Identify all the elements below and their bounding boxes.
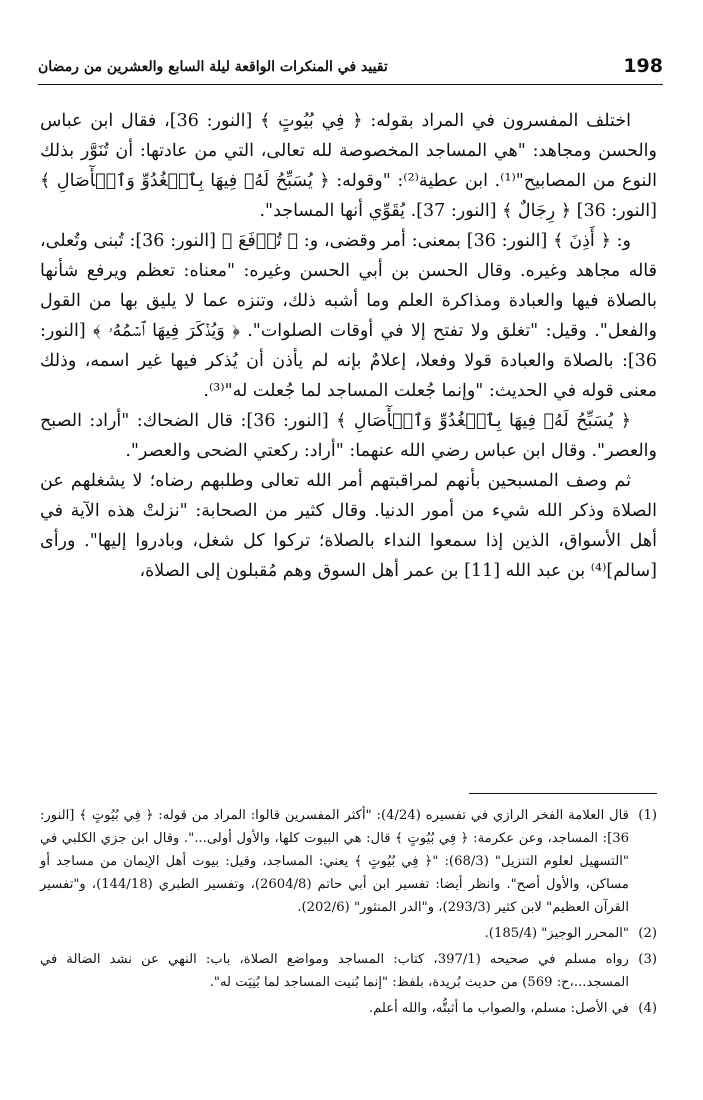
- page-number: 198: [623, 55, 663, 77]
- footnotes: [40, 804, 657, 1023]
- running-title: تقييد في المنكرات الواقعة ليلة السابع والعشرين من رمضان: [38, 59, 388, 75]
- footnote-divider: [469, 793, 657, 794]
- paragraph: ثم وصف المسبحين بأنهم لمراقبتهم أمر الله تعالى وطلبهم رضاه؛ لا يشغلهم عن الصلاة وذكر الله شيء من أمور الدنيا. وقال كثير من الصحابة: "نزلتْ هذه الآية في أهل الأسواق، الذين إذا سمعوا النداء بالصلاة؛ تركوا كل شغل، وبادروا إليها". ورأى [سالم]⁽⁴⁾ بن عبد الله [11] بن عمر أهل السوق وهم مُقبلون إلى الصلاة،: [40, 471, 657, 581]
- page-header: [38, 55, 663, 85]
- footnote-text: رواه مسلم في صحيحه (397/1، كتاب: المساجد ومواضع الصلاة، باب: النهي عن نشد الضالة في المسجد...،ح: 569) من حديث بُريدة، بلفظ: "إنما بُنيت المساجد لما بُنِيَت له".: [40, 952, 630, 990]
- footnote-number: (4): [638, 1001, 657, 1016]
- footnote-number: (3): [638, 952, 657, 967]
- header-divider: [38, 84, 663, 85]
- footnote: [40, 922, 657, 945]
- main-text: [40, 106, 657, 586]
- paragraph: اختلف المفسرون في المراد بقوله: ﴿ فِي بُيُوتٍ ﴾ [النور: 36]، فقال ابن عباس والحسن ومجاهد: "هي المساجد المخصوصة لله تعالى، التي من عادتها: أن تُنَوَّر بذلك النوع من المصابيح"⁽¹⁾. ابن عطية⁽²⁾: "وقوله: ﴿ يُسَبِّحُ لَهُۥ فِيهَا بِٱلۡغُدُوِّ وَٱلۡأٓصَالِ ﴾ [النور: 36] ﴿ رِجَالٌ ﴾ [النور: 37]. يُقَوِّي أنها المساجد".: [40, 111, 657, 221]
- footnote: [40, 997, 657, 1020]
- footnote-text: "المحرر الوجيز" (185/4).: [484, 926, 629, 941]
- footnote-text: قال العلامة الفخر الرازي في تفسيره (4/24): "أكثر المفسرين قالوا: المراد من قوله: ﴿ فِي بُيُوتٍ ﴾ [النور: 36]: المساجد، وعن عكرمة: ﴿ فِي بُيُوتٍ ﴾ قال: هي البيوت كلها، والأول أولى...". وقال ابن جزي الكلبي في "التسهيل لعلوم التنزيل" (68/3): "﴿ فِي بُيُوتٍ ﴾ يعني: المساجد، وقيل: بيوت أهل الإيمان من مساجد أو مساكن، والأول أصح". وانظر أيضا: تفسير ابن أبي حاتم (2604/8)، وتفسير الطبري (144/18)، و"تفسير القرآن العظيم" لابن كثير (293/3)، و"الدر المنثور" (202/6).: [40, 808, 629, 915]
- footnote-number: (2): [638, 926, 657, 941]
- paragraph: ﴿ يُسَبِّحُ لَهُۥ فِيهَا بِٱلۡغُدُوِّ وَٱلۡأٓصَالِ ﴾ [النور: 36]: قال الضحاك: "أراد: الصبح والعصر". وقال ابن عباس رضي الله عنهما: "أراد: ركعتي الضحى والعصر".: [40, 411, 657, 461]
- paragraph: و: ﴿ أَذِنَ ﴾ [النور: 36] بمعنى: أمر وقضى، و: ﴿ تُرۡفَعَ ﴾ [النور: 36]: تُبنى وتُعلى، قاله مجاهد وغيره. وقال الحسن بن أبي الحسن وغيره: "معناه: تعظم ويرفع شأنها بالصلاة فيها والعبادة ومذاكرة العلم وما أشبه ذلك، وتنزه عما لا يليق بها من القول والفعل". وقيل: "تغلق ولا تفتح إلا في أوقات الصلوات". ﴿ وَيُذۡكَرَ فِيهَا ٱسۡمُهُۥ ﴾ [النور: 36]: بالصلاة والعبادة قولا وفعلا، إعلامٌ بإنه لم يأذن أن يُذكر فيها غير اسمه، وذلك معنى قوله في الحديث: "وإنما جُعلت المساجد لما جُعلت له"⁽³⁾.: [40, 231, 657, 401]
- footnote: [40, 948, 657, 994]
- footnote-text: في الأصل: مسلم، والصواب ما أثبتُّه، والله أعلم.: [368, 1001, 629, 1016]
- footnote-number: (1): [638, 808, 657, 823]
- footnote: [40, 804, 657, 919]
